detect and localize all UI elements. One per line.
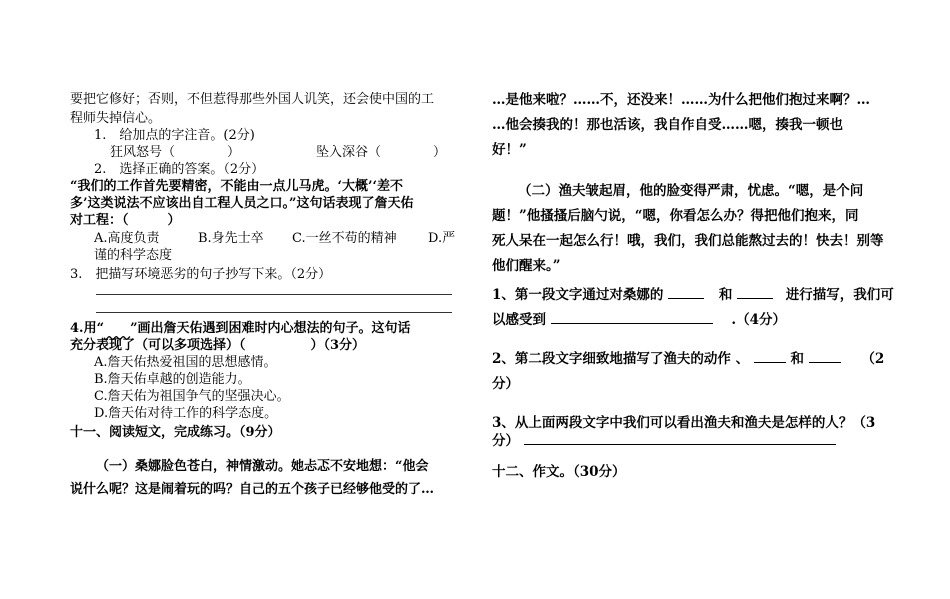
- question-2-option: A.高度负责: [94, 231, 160, 246]
- reading-question-1: 1、第一段文字通过对桑娜的 和 进行描写，我们可: [492, 287, 894, 303]
- question-2-quote: 多’这类说法不应该出自工程人员之口。”这句话表现了詹天佑: [70, 196, 414, 211]
- question-2-option: C.一丝不苟的精神: [292, 231, 397, 246]
- passage-line: 好！”: [492, 142, 527, 158]
- question-1-item: 坠入深谷（ ）: [316, 145, 447, 160]
- question-2-option: 谨的科学态度: [94, 248, 173, 263]
- answer-blank[interactable]: [809, 350, 841, 363]
- passage-line: 说什么呢？这是闹着玩的吗？自己的五个孩子已经够他受的了…: [70, 482, 435, 497]
- passage-line: …他会揍我的！那也活该，我自作自受……嗯，揍我一顿也: [492, 117, 843, 133]
- question-4-option: A.詹天佑热爱祖国的思想感情。: [94, 355, 277, 370]
- passage-line: 题！”他搔搔后脑勺说，“嗯，你看怎么办？得把他们抱来，同: [492, 208, 859, 224]
- passage-line: （二）渔夫皱起眉，他的脸变得严肃，忧虑。“嗯，是个问: [518, 183, 864, 199]
- question-4-title: 4.用“ ”画出詹天佑遇到困难时内心想法的句子。这句话: [70, 321, 411, 336]
- passage-line: 他们醒来。”: [492, 258, 561, 274]
- question-2-option: D.严: [428, 231, 456, 246]
- answer-blank[interactable]: [668, 286, 704, 299]
- question-1-item: 狂风怒号（ ）: [110, 145, 241, 160]
- question-2-title: 2. 选择正确的答案。（2分）: [94, 162, 265, 177]
- answer-line: [96, 312, 452, 313]
- wavy-line-mark: [104, 321, 130, 336]
- question-2-quote: “我们的工作首先要精密，不能由一点儿马虎。‘大概’‘差不: [70, 179, 404, 194]
- answer-blank[interactable]: [754, 350, 786, 363]
- answer-blank[interactable]: [524, 432, 836, 445]
- reading-question-2: 2、第二段文字细致地描写了渔夫的动作 、 和 （2: [492, 351, 885, 367]
- intro-line: 要把它修好；否则，不但惹得那些外国人讥笑，还会使中国的工: [70, 92, 435, 107]
- reading-question-2: 分）: [492, 376, 519, 392]
- question-4-option: B.詹天佑卓越的创造能力。: [94, 372, 251, 387]
- question-2-option: B.身先士卒: [198, 231, 264, 246]
- reading-question-1: 以感受到 .（4分）: [492, 312, 786, 328]
- question-4-option: C.詹天佑为祖国争气的坚强决心。: [94, 389, 290, 404]
- passage-line: 死人呆在一起怎么行！哦，我们，我们总能熬过去的！快去！别等: [492, 233, 884, 249]
- question-3-title: 3. 把描写环境恶劣的句子抄写下来。（2分）: [70, 267, 332, 282]
- section-12-title: 十二、作文。（30分）: [492, 464, 626, 480]
- answer-blank[interactable]: [551, 311, 713, 324]
- question-4-title: 充分表现了（可以多项选择）（ ）（3分）: [70, 338, 366, 353]
- passage-line: （一）桑娜脸色苍白，神情激动。她忐忑不安地想：“他会: [96, 459, 429, 474]
- answer-blank[interactable]: [737, 286, 773, 299]
- question-4-option: D.詹天佑对待工作的科学态度。: [94, 406, 278, 421]
- question-2-quote: 对工程：（ ）: [70, 213, 181, 228]
- answer-line: [96, 294, 452, 295]
- section-11-title: 十一、阅读短文，完成练习。（9分）: [70, 425, 281, 440]
- intro-line: 程师失掉信心。: [70, 111, 162, 126]
- passage-line: …是他来啦？……不，还没来！……为什么把他们抱过来啊？…: [492, 92, 870, 108]
- question-1-title: 1. 给加点的字注音。(2分): [94, 128, 255, 143]
- reading-question-3: 分）: [492, 432, 836, 450]
- reading-question-3: 3、从上面两段文字中我们可以看出渔夫和渔夫是怎样的人？（3: [492, 415, 876, 431]
